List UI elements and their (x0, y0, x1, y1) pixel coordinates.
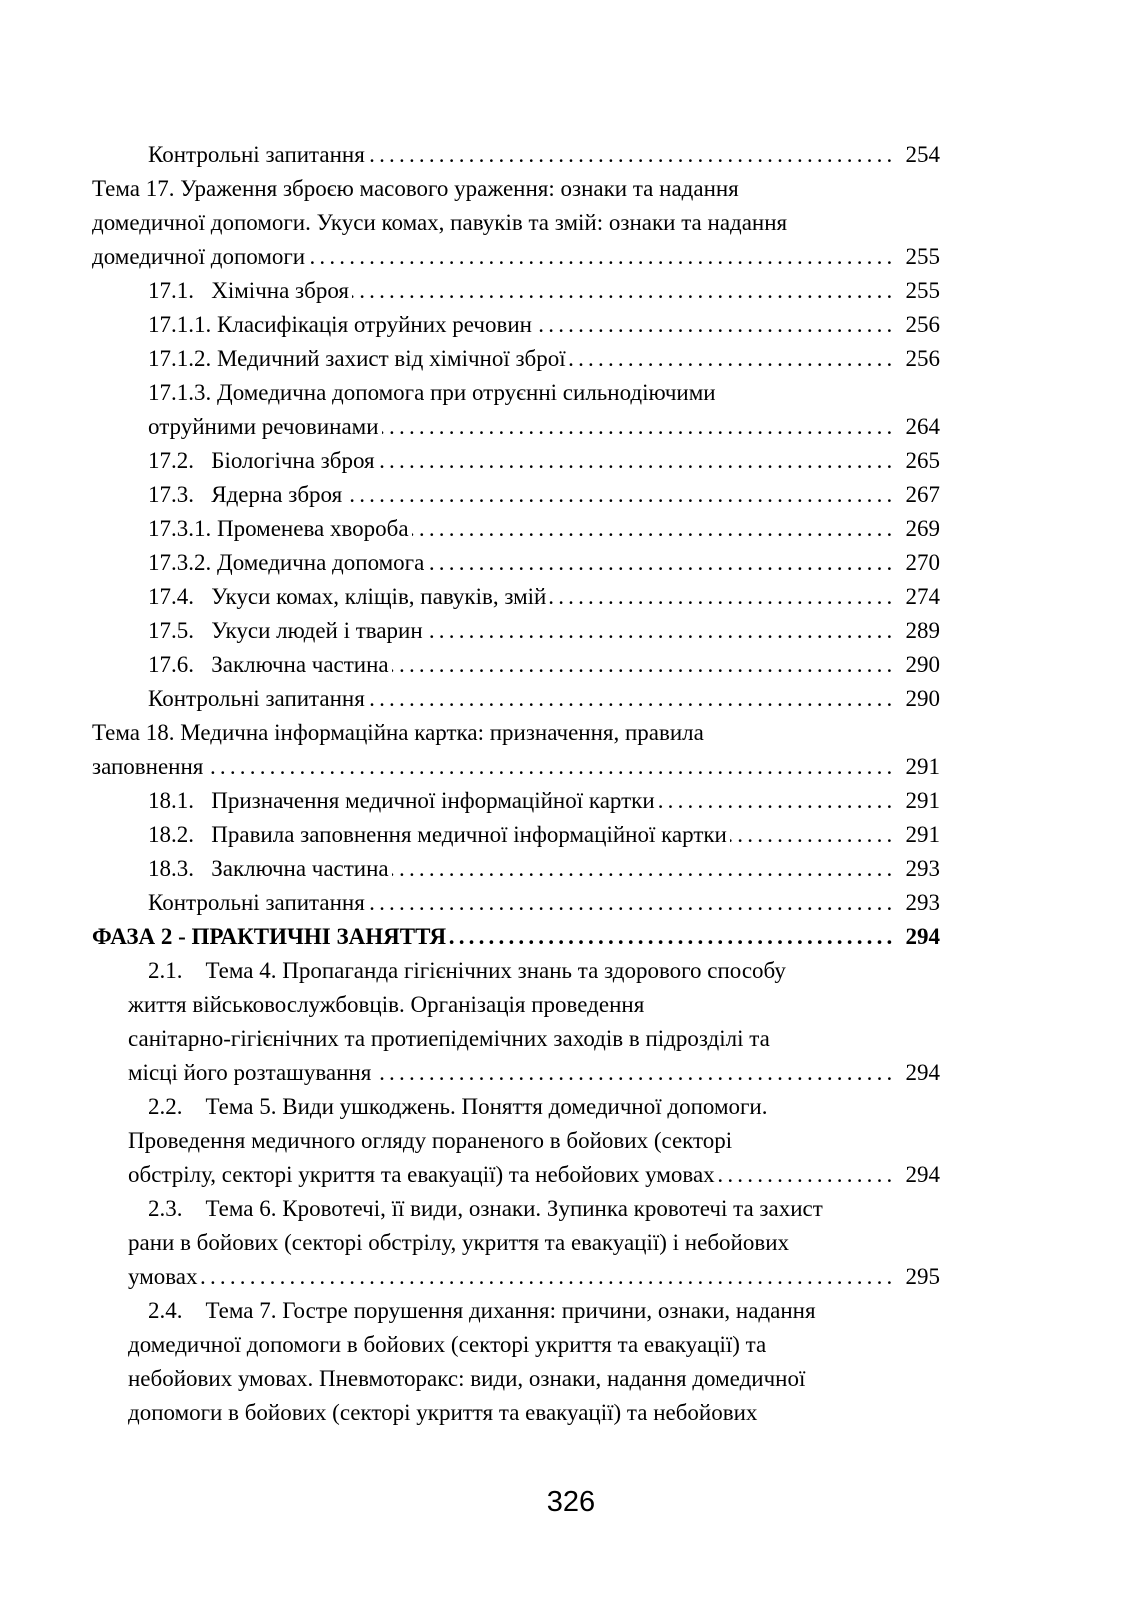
toc-entry-line (92, 308, 940, 342)
toc-entry-page-number: 294 (905, 1060, 940, 1085)
toc-entry-line (92, 750, 940, 784)
dot-leader (569, 342, 897, 376)
toc-entry-line (92, 1158, 940, 1192)
toc-entry-text: небойових умовах. Пневмоторакс: види, ознаки, надання домедичної (128, 1366, 806, 1391)
dot-leader (549, 580, 896, 614)
toc-entry-text: 2.3. Тема 6. Кровотечі, її види, ознаки. Зупинка кровотечі та захист (148, 1196, 823, 1221)
dot-leader (392, 648, 897, 682)
toc-list (92, 138, 940, 1430)
toc-entry-line (92, 1328, 940, 1362)
dot-leader (426, 614, 897, 648)
toc-entry-page-number: 256 (905, 312, 940, 337)
dot-leader (201, 1260, 897, 1294)
toc-entry-line (92, 410, 940, 444)
toc-entry-text: 17.2. Біологічна зброя (148, 448, 375, 473)
toc-entry-text: ФАЗА 2 - ПРАКТИЧНІ ЗАНЯТТЯ (92, 924, 447, 949)
toc-entry-line (92, 716, 940, 750)
toc-entry-text: Контрольні запитання (148, 686, 365, 711)
toc-entry-line (92, 376, 940, 410)
toc-entry-line (92, 920, 940, 954)
toc-entry-line (92, 614, 940, 648)
dot-leader (718, 1158, 897, 1192)
toc-entry-line (92, 1294, 940, 1328)
toc-entry-line (92, 444, 940, 478)
dot-leader (392, 852, 897, 886)
toc-entry-line (92, 818, 940, 852)
toc-entry-text: 17.1.2. Медичний захист від хімічної зброї (148, 346, 566, 371)
toc-entry-line (92, 852, 940, 886)
toc-entry-page-number: 254 (905, 142, 940, 167)
toc-entry-text: умовах (128, 1264, 198, 1289)
dot-leader (352, 274, 897, 308)
dot-leader (206, 750, 896, 784)
toc-entry-page-number: 264 (905, 414, 940, 439)
toc-entry-line (92, 1056, 940, 1090)
toc-entry-line (92, 342, 940, 376)
dot-leader (308, 240, 896, 274)
toc-entry-line (92, 172, 940, 206)
toc-entry-line (92, 240, 940, 274)
toc-entry-page-number: 255 (905, 278, 940, 303)
toc-entry-text: 17.1. Хімічна зброя (148, 278, 349, 303)
dot-leader (378, 444, 897, 478)
dot-leader (368, 138, 897, 172)
toc-entry-text: 2.2. Тема 5. Види ушкоджень. Поняття домедичної допомоги. (148, 1094, 768, 1119)
toc-entry-line (92, 954, 940, 988)
toc-entry-text: 18.2. Правила заповнення медичної інформаційної картки (148, 822, 727, 847)
dot-leader (535, 308, 897, 342)
toc-entry-text: Контрольні запитання (148, 142, 365, 167)
toc-entry-line (92, 580, 940, 614)
toc-entry-page-number: 291 (905, 788, 940, 813)
dot-leader (368, 682, 897, 716)
toc-entry-text: 17.3.2. Домедична допомога (148, 550, 425, 575)
toc-entry-page-number: 255 (905, 244, 940, 269)
toc-entry-text: життя військовослужбовців. Організація проведення (128, 992, 645, 1017)
toc-entry-text: домедичної допомоги (92, 244, 306, 269)
toc-entry-text: 2.4. Тема 7. Гостре порушення дихання: причини, ознаки, надання (148, 1298, 816, 1323)
toc-entry-text: 2.1. Тема 4. Пропаганда гігієнічних знань та здорового способу (148, 958, 786, 983)
toc-entry-text: 17.3.1. Променева хвороба (148, 516, 409, 541)
toc-entry-text: 18.1. Призначення медичної інформаційної картки (148, 788, 655, 813)
toc-entry-text: 17.3. Ядерна зброя (148, 482, 343, 507)
toc-entry-line (92, 682, 940, 716)
toc-entry-line (92, 512, 940, 546)
toc-entry-text: Тема 17. Ураження зброєю масового ураження: ознаки та надання (92, 176, 739, 201)
toc-entry-text: місці його розташування (128, 1060, 372, 1085)
toc-entry-text: 17.1.3. Домедична допомога при отруєнні сильнодіючими (148, 380, 716, 405)
toc-entry-page-number: 290 (905, 652, 940, 677)
toc-entry-page-number: 291 (905, 754, 940, 779)
toc-entry-line (92, 1022, 940, 1056)
toc-entry-text: допомоги в бойових (секторі укриття та евакуації) та небойових (128, 1400, 758, 1425)
toc-entry-line (92, 1362, 940, 1396)
toc-entry-text: домедичної допомоги в бойових (секторі укриття та евакуації) та (128, 1332, 767, 1357)
dot-leader (374, 1056, 896, 1090)
toc-entry-line (92, 886, 940, 920)
toc-entry-text: 18.3. Заключна частина (148, 856, 389, 881)
toc-entry-line (92, 274, 940, 308)
toc-entry-page-number: 256 (905, 346, 940, 371)
toc-entry-text: 17.6. Заключна частина (148, 652, 389, 677)
toc-entry-text: обстрілу, секторі укриття та евакуації) та небойових умовах (128, 1162, 715, 1187)
dot-leader (412, 512, 897, 546)
dot-leader (658, 784, 897, 818)
toc-entry-text: Проведення медичного огляду пораненого в бойових (секторі (128, 1128, 733, 1153)
dot-leader (382, 410, 897, 444)
toc-entry-page-number: 274 (905, 584, 940, 609)
toc-entry-line (92, 1260, 940, 1294)
toc-entry-text: 17.1.1. Класифікація отруйних речовин (148, 312, 532, 337)
toc-entry-line (92, 1396, 940, 1430)
toc-entry-text: санітарно-гігієнічних та протиепідемічних заходів в підрозділі та (128, 1026, 770, 1051)
toc-entry-text: Контрольні запитання (148, 890, 365, 915)
toc-entry-page-number: 290 (905, 686, 940, 711)
toc-entry-text: домедичної допомоги. Укуси комах, павуків та змій: ознаки та надання (92, 210, 788, 235)
toc-entry-line (92, 648, 940, 682)
toc-entry-text: 17.4. Укуси комах, кліщів, павуків, змій (148, 584, 547, 609)
toc-entry-text: заповнення (92, 754, 204, 779)
dot-leader (730, 818, 897, 852)
toc-entry-page-number: 291 (905, 822, 940, 847)
toc-entry-page-number: 295 (905, 1264, 940, 1289)
dot-leader (427, 546, 896, 580)
toc-entry-page-number: 270 (905, 550, 940, 575)
toc-entry-line (92, 478, 940, 512)
dot-leader (449, 920, 896, 954)
toc-entry-page-number: 294 (905, 924, 940, 949)
toc-entry-line (92, 1124, 940, 1158)
dot-leader (368, 886, 897, 920)
toc-entry-page-number: 265 (905, 448, 940, 473)
toc-entry-line (92, 1226, 940, 1260)
toc-entry-page-number: 267 (905, 482, 940, 507)
toc-entry-page-number: 293 (905, 856, 940, 881)
toc-entry-line (92, 988, 940, 1022)
toc-entry-text: Тема 18. Медична інформаційна картка: призначення, правила (92, 720, 704, 745)
toc-entry-line (92, 546, 940, 580)
dot-leader (345, 478, 896, 512)
toc-entry-text: 17.5. Укуси людей і тварин (148, 618, 423, 643)
toc-entry-line (92, 1090, 940, 1124)
toc-entry-page-number: 289 (905, 618, 940, 643)
toc-entry-line (92, 784, 940, 818)
toc-entry-page-number: 269 (905, 516, 940, 541)
toc-entry-text: рани в бойових (секторі обстрілу, укриття та евакуації) і небойових (128, 1230, 790, 1255)
toc-entry-page-number: 293 (905, 890, 940, 915)
toc-entry-line (92, 206, 940, 240)
toc-entry-page-number: 294 (905, 1162, 940, 1187)
page-number: 326 (546, 1486, 596, 1518)
toc-entry-text: отруйними речовинами (148, 414, 379, 439)
toc-entry-line (92, 1192, 940, 1226)
toc-entry-line (92, 138, 940, 172)
